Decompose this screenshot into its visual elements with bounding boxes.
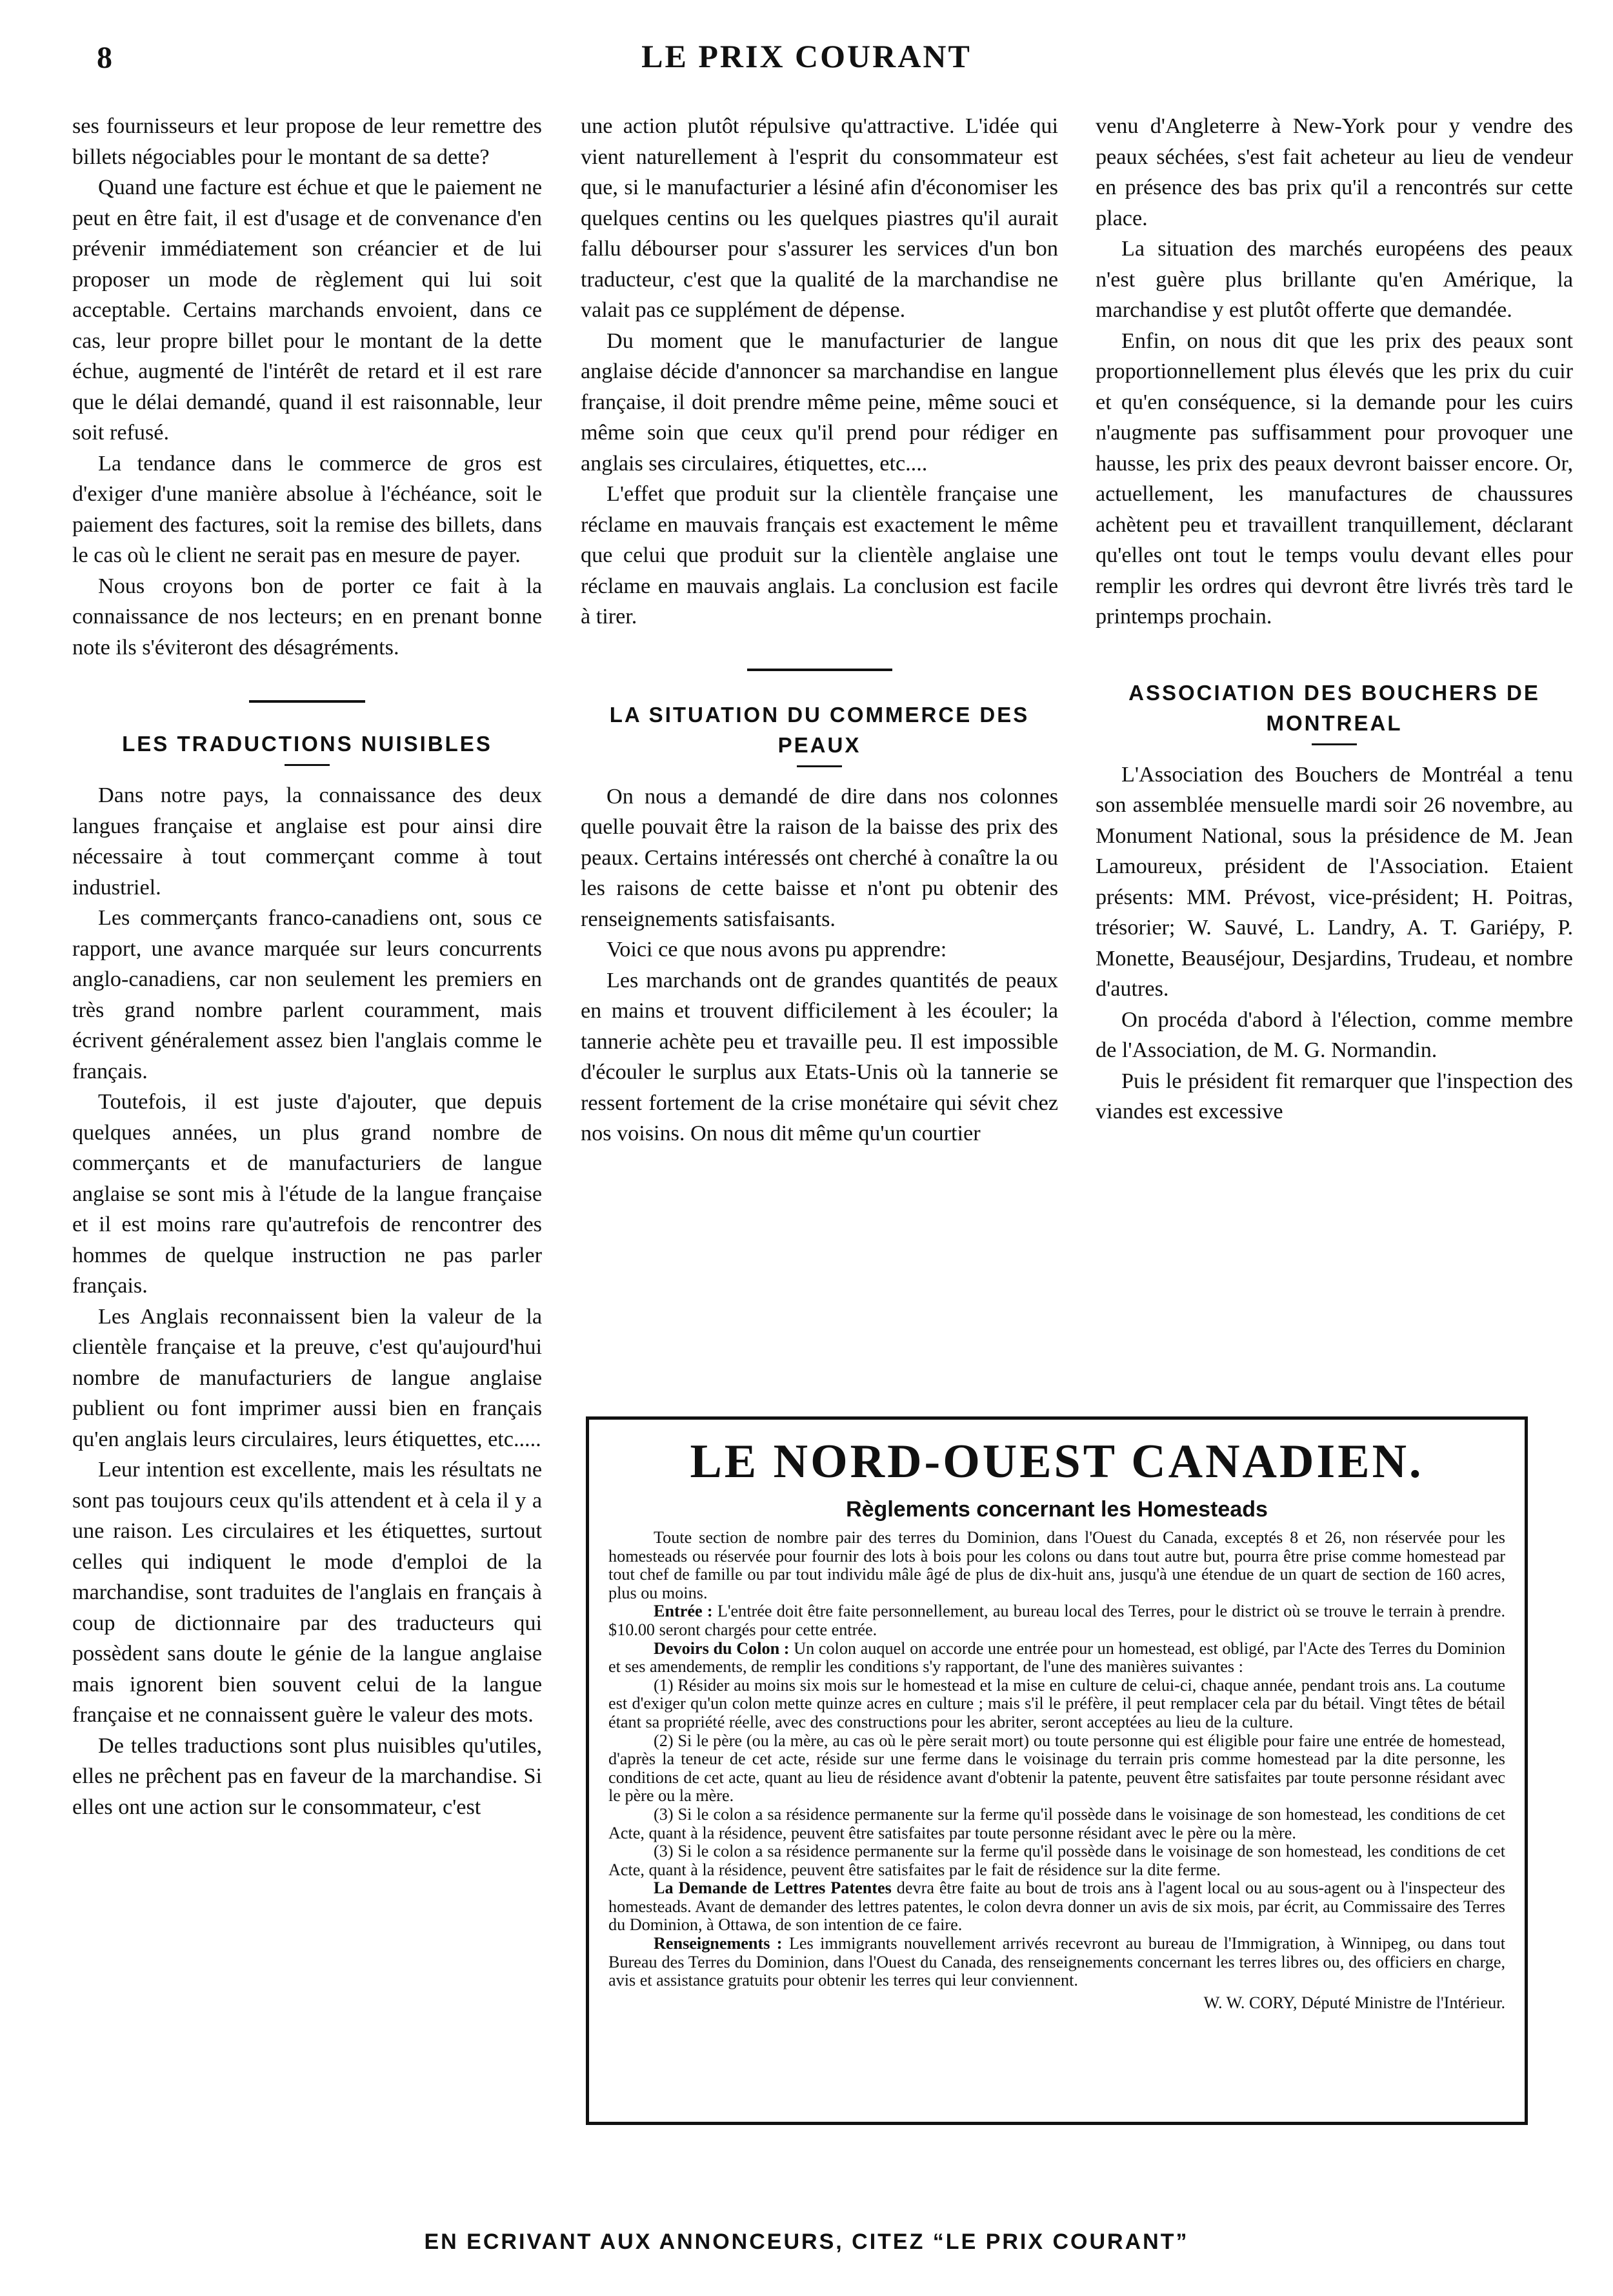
paragraph: On nous a demandé de dire dans nos colonnes quelle pouvait être la raison de la baisse des prix des peaux. Certains intéressés ont cherché à conaître la ou les raisons de cette baisse et n'ont pu obtenir des renseignements satisfaisants. <box>581 784 1058 931</box>
column-2 <box>581 111 1058 1149</box>
ad-demande-text: devra être faite au bout de trois ans à l'agent local ou au sous-agent ou à l'inspecteur des homesteads. Avant de demander des lettres patentes, le colon devra donner un avis de six mois, par écrit, au Commissaire des Terres du Dominion, à Ottawa, de son intention de ce faire. <box>608 1878 1505 1935</box>
ad-item: (3) Si le colon a sa résidence permanente sur la ferme qu'il possède dans le voisinage de son homestead, les conditions de cet Acte, quant à la résidence, peuvent être satisfaites par toute personne résidant avec le père ou la mère. <box>608 1804 1505 1842</box>
ad-devoirs <box>608 1640 1505 1677</box>
ad-renseignements-text: Les immigrants nouvellement arrivés recevront au bureau de l'Immigration, à Winnipeg, ou dans tout Bureau des Terres du Dominion, dans l'Ouest du Canada, des renseignements concernant les terres libres ou, des officiers en charge, avis et assistance gratuits pour obtenir les terres qui leur conviennent. <box>608 1934 1506 1990</box>
ad-demande-label: La Demande de Lettres Patentes <box>654 1878 892 1898</box>
ad-title: LE NORD-OUEST CANADIEN. <box>690 1435 1424 1488</box>
section-heading: ASSOCIATION DES BOUCHERS DE MONTREAL <box>1128 680 1540 735</box>
paragraph: Les Anglais reconnaissent bien la valeur de la clientèle française et la preuve, c'est qu'aujourd'hui nombre de manufacturiers de langue anglaise publient ou font imprimer aussi bien en français qu'en anglais leurs circulaires, leurs étiquettes, etc..... <box>72 1304 542 1451</box>
footer-notice: EN ECRIVANT AUX ANNONCEURS, CITEZ “LE PRIX COURANT” <box>424 2230 1189 2254</box>
section-heading: LES TRADUCTIONS NUISIBLES <box>122 732 492 756</box>
ad-item: (2) Si le père (ou la mère, au cas où le père serait mort) ou toute personne qui est éligible pour faire une entrée de homestead, d'après la teneur de cet acte, réside sur une ferme dans le voisinage du terrain pris comme homestead par la dite personne, les conditions de cet acte, quant au lieu de résidence avant d'obtenir la patente, peuvent être satisfaites par toute personne résidant avec le père ou la mère. <box>608 1731 1505 1806</box>
paragraph: Voici ce que nous avons pu apprendre: <box>606 938 947 962</box>
ad-item: (1) Résider au moins six mois sur le homestead et la mise en culture de celui-ci, chaque année, pendant trois ans. La coutume est d'exiger qu'un colon mette quinze acres en culture ; mais s'il le préfère, il peut remplacer cela par du bétail. Vingt têtes de bétail étant sa propriété réelle, avec des constructions pour les abriter, seront acceptées au lieu de la culture. <box>608 1675 1505 1731</box>
ad-entree-label: Entrée : <box>654 1602 713 1621</box>
heading-underline <box>797 765 842 767</box>
paragraph: Nous croyons bon de porter ce fait à la connaissance de nos lecteurs; en en prenant bonne note ils s'éviteront des désagréments. <box>72 574 542 660</box>
paragraph: Toutefois, il est juste d'ajouter, que depuis quelques années, un plus grand nombre de commerçants et de manufacturiers de langue anglaise se sont mis à l'étude de la langue française et il est moins rare qu'autrefois de rencontrer des hommes de quelque instruction ne pas parler français. <box>72 1090 542 1298</box>
heading-underline <box>285 764 330 766</box>
column-1 <box>72 111 542 1822</box>
paragraph: une action plutôt répulsive qu'attractive. L'idée qui vient naturellement à l'esprit du consommateur est que, si le manufacturier a lésiné afin d'économiser les quelques centins ou les quelques piastres qu'il aurait fallu débourser pour s'assurer les services d'un bon traducteur, c'est que la qualité de la marchandise ne valait pas ce supplément de dépense. <box>581 114 1058 322</box>
paragraph: La tendance dans le commerce de gros est d'exiger d'une manière absolue à l'échéance, soit le paiement des factures, soit la remise des billets, dans le cas où le client ne serait pas en mesure de payer. <box>72 451 542 567</box>
ad-entree <box>608 1602 1505 1639</box>
paragraph: De telles traductions sont plus nuisibles qu'utiles, elles ne prêchent pas en faveur de la marchandise. Si elles ont une action sur le consommateur, c'est <box>72 1733 542 1819</box>
paragraph: ses fournisseurs et leur propose de leur remettre des billets négociables pour le montant de sa dette? <box>72 114 542 169</box>
section-divider <box>249 700 365 703</box>
paragraph: Leur intention est excellente, mais les résultats ne sont pas toujours ceux qu'ils attendent et à cela il y a une raison. Les circulaires et les étiquettes, surtout celles qui indiquent le mode d'emploi de la marchandise, sont traduites de l'anglais en français à coup de dictionnaire par des traducteurs qui possèdent sans doute le génie de la langue anglaise mais ignorent bien souvent celui de la langue française et ne connaissent guère le valeur des mots. <box>72 1458 542 1727</box>
homestead-advertisement <box>586 1416 1528 2125</box>
ad-demande <box>608 1879 1505 1935</box>
ad-entree-text: L'entrée doit être faite personnellement, au bureau local des Terres, pour le district où se trouve le terrain à prendre. $10.00 seront chargés pour cette entrée. <box>608 1602 1506 1639</box>
paragraph: L'effet que produit sur la clientèle française une réclame en mauvais français est exactement le même que celui que produit sur la clientèle anglaise une réclame en mauvais anglais. La conclusion est facile à tirer. <box>581 482 1058 629</box>
ad-renseignements <box>608 1935 1505 1990</box>
page-number: 8 <box>97 41 112 75</box>
ad-intro: Toute section de nombre pair des terres du Dominion, dans l'Ouest du Canada, exceptés 8 et 26, non réservée pour les homesteads ou réservée pour fournir des lots à bois pour les colons ou dans tout autre but, pourra être prise comme homestead par tout chef de famille ou par tout individu mâle âgé de plus de dix-huit ans, jusqu'à une étendue de un quart de section de 160 acres, plus ou moins. <box>608 1528 1505 1602</box>
paragraph: L'Association des Bouchers de Montréal a tenu son assemblée mensuelle mardi soir 26 novembre, au Monument National, sous la présidence de M. Jean Lamoureux, président de l'Association. Etaient présents: MM. Prévost, vice-président; H. Poitras, trésorier; W. Sauvé, L. Landry, A. T. Gariépy, P. Monette, Beauséjour, Desjardins, Trudeau, et nombre d'autres. <box>1096 762 1573 1001</box>
paragraph: On procéda d'abord à l'élection, comme membre de l'Association, de M. G. Normandin. <box>1096 1007 1573 1062</box>
paragraph: La situation des marchés européens des peaux n'est guère plus brillante qu'en Amérique, la marchandise y est plutôt offerte que demandée. <box>1096 237 1573 322</box>
heading-underline <box>1312 743 1357 745</box>
paragraph: Du moment que le manufacturier de langue anglaise décide d'annoncer sa marchandise en langue française, il doit prendre même peine, même souci et même soin que ceux qu'il prend pour rédiger en anglais ses circulaires, étiquettes, etc.... <box>581 328 1058 476</box>
section-heading: LA SITUATION DU COMMERCE DES PEAUX <box>609 702 1030 757</box>
paragraph: Quand une facture est échue et que le paiement ne peut en être fait, il est d'usage et de convenance d'en prévenir immédiatement son créancier et de lui proposer un mode de règlement qui lui soit acceptable. Certains marchands envoient, dans ce cas, leur propre billet pour le montant de la dette échue, augmenté de l'intérêt de retard et il est rare que le délai demandé, quand il est raisonnable, leur soit refusé. <box>72 176 542 445</box>
masthead-title: LE PRIX COURANT <box>641 38 972 74</box>
paragraph: Puis le président fit remarquer que l'inspection des viandes est excessive <box>1096 1069 1573 1123</box>
ad-subtitle: Règlements concernant les Homesteads <box>846 1497 1268 1522</box>
paragraph: Enfin, on nous dit que les prix des peaux sont proportionnellement plus élevés que les prix du cuir et qu'en conséquence, si la demande pour les cuirs n'augmente pas suffisamment pour provoquer une hausse, les prix des peaux devront baisser encore. Or, actuellement, les manufactures de chaussures achètent peu et travaillent tranquillement, déclarant qu'elles ont tout le temps voulu devant elles pour remplir les ordres qui devront être livrés très tard le printemps prochain. <box>1096 328 1573 629</box>
spacer <box>1096 632 1573 678</box>
ad-item: (3) Si le colon a sa résidence permanente sur la ferme qu'il possède dans le voisinage de son homestead, les conditions de cet Acte, quant à la résidence, peuvent être satisfaites par le fait de résidence sur la dite ferme. <box>608 1842 1505 1879</box>
ad-signature: W. W. CORY, Député Ministre de l'Intérieur. <box>1203 1993 1505 2012</box>
section-divider <box>747 669 892 671</box>
paragraph: venu d'Angleterre à New-York pour y vendre des peaux séchées, s'est fait acheteur au lieu de vendeur en présence des bas prix qu'il a rencontrés sur cette place. <box>1096 114 1573 230</box>
ad-devoirs-text: Un colon auquel on accorde une entrée pour un homestead, est obligé, par l'Acte des Terres du Dominion et ses amendements, de remplir les conditions s'y rapportant, de l'une des manières suivantes : <box>608 1638 1505 1677</box>
paragraph: Les marchands ont de grandes quantités de peaux en mains et trouvent difficilement à les écouler; la tannerie achète peu et travaille peu. Il est impossible d'écouler le surplus aux Etats-Unis où la tannerie se ressent fortement de la crise monétaire qui sévit chez nos voisins. On nous dit même qu'un courtier <box>581 968 1058 1145</box>
paragraph: Dans notre pays, la connaissance des deux langues française et anglaise est pour ainsi dire nécessaire à tout commerçant comme à tout industriel. <box>72 783 542 900</box>
ad-devoirs-label: Devoirs du Colon : <box>654 1638 790 1658</box>
column-3 <box>1096 111 1573 1127</box>
ad-renseignements-label: Renseignements : <box>654 1934 783 1953</box>
paragraph: Les commerçants franco-canadiens ont, sous ce rapport, une avance marquée sur leurs concurrents anglo-canadiens, car non seulement les premiers en très grand nombre parlent couramment, mais écrivent généralement assez bien l'anglais comme le français. <box>72 906 542 1083</box>
